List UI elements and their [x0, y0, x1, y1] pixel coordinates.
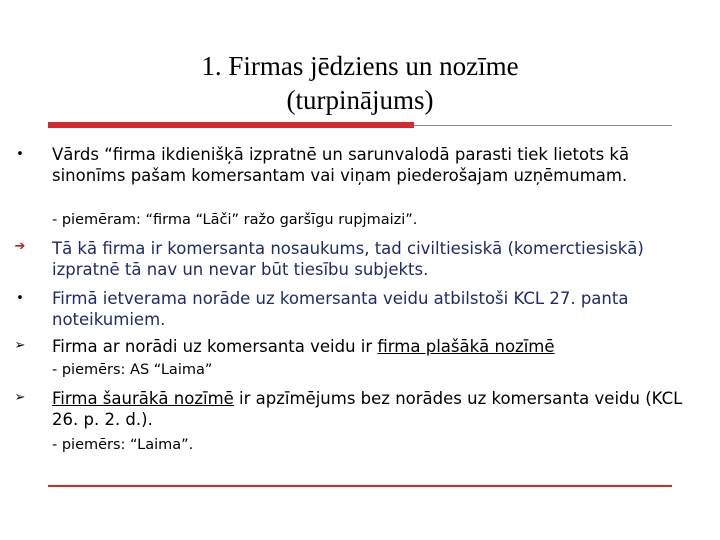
chevron-bullet-icon: ➢: [14, 338, 26, 353]
bullet-marker-dot: •: [16, 147, 24, 162]
arrow-bullet-icon: ➔: [14, 239, 26, 254]
bullet-text-2: Tā kā firma ir komersanta nosaukums, tad civiltiesiskā (komerctiesiskā) izpratnē tā nav un nevar būt tiesību subjekts.: [52, 239, 644, 279]
bullet-text-4: [52, 336, 692, 357]
example-2: - piemērs: AS “Laima”: [52, 362, 213, 378]
example-3: - piemērs: “Laima”.: [52, 437, 194, 453]
title-rule-gray: [414, 125, 672, 126]
chevron-bullet-icon: ➢: [14, 390, 26, 405]
bullet-text-4-lead: Firma ar norādi uz komersanta veidu ir: [52, 337, 378, 356]
bullet-text-5-rest: ir apzīmējums bez norādes uz komersanta veidu (KCL 26. p. 2. d.).: [52, 389, 683, 429]
bullet-text-5: [52, 388, 692, 430]
bottom-rule: [48, 485, 672, 487]
example-1: - piemēram: “firma “Lāči” ražo garšīgu rupjmaizi”.: [52, 212, 418, 228]
title-line-1: 1. Firmas jēdziens un nozīme: [201, 51, 519, 81]
bullet-text-1: Vārds “firma ikdienišķā izpratnē un sarunvalodā parasti tiek lietots kā sinonīms pašam komersantam vai viņam piederošajam uzņēmumam.: [52, 145, 630, 185]
bullet-marker-dot: •: [16, 291, 24, 306]
title-rule-red: [48, 122, 414, 128]
term-narrow: Firma šaurākā nozīmē: [52, 389, 234, 408]
term-broad: firma plašākā nozīmē: [377, 337, 555, 356]
bullet-text-3: Firmā ietverama norāde uz komersanta veidu atbilstoši KCL 27. panta noteikumiem.: [52, 289, 629, 329]
title-line-2: (turpinājums): [286, 85, 434, 115]
